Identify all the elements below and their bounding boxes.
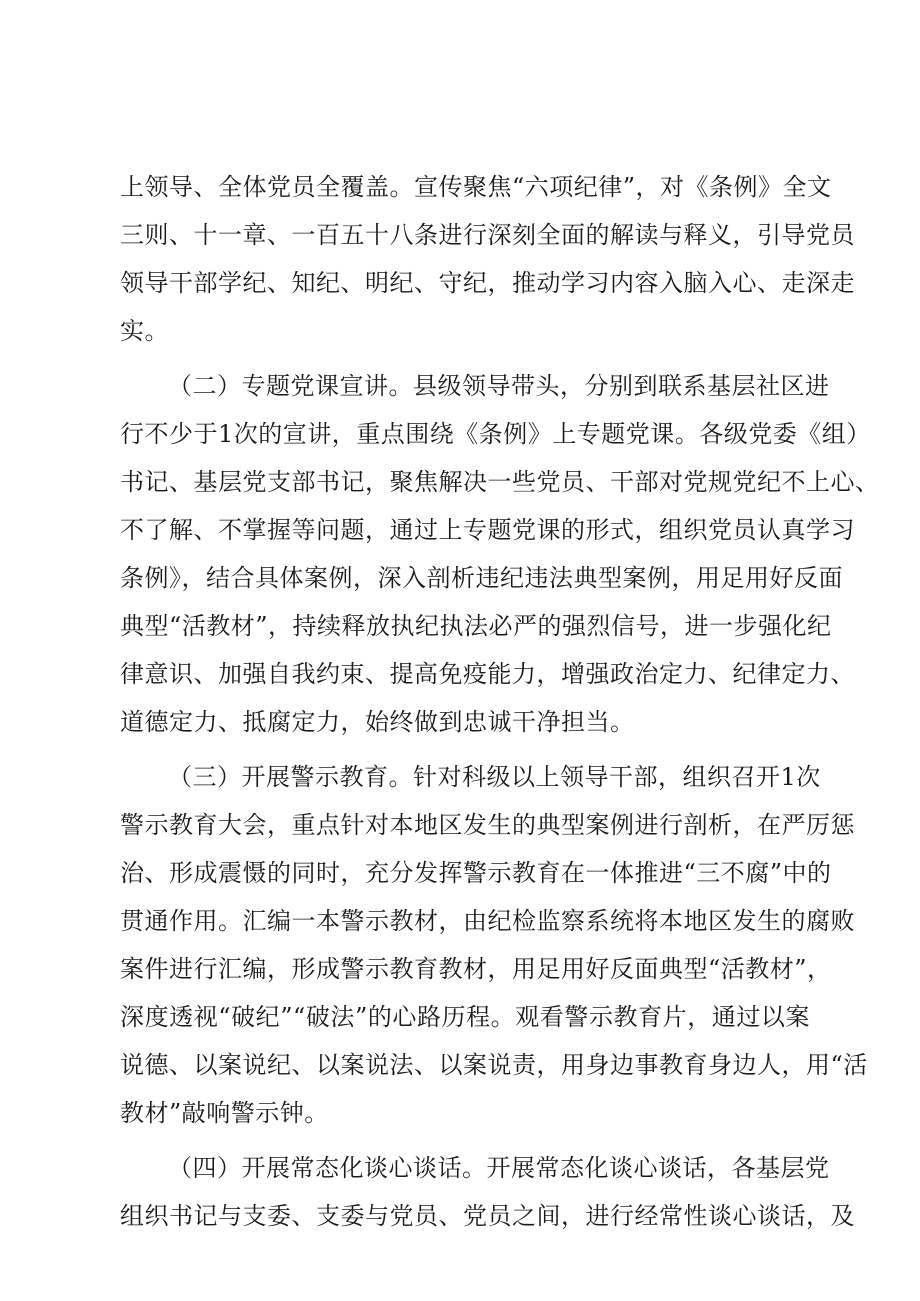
- document-body: [120, 163, 880, 1240]
- text-line: 行不少于1次的宣讲，重点围绕《条例》上专题党课。各级党委《组）: [120, 420, 871, 448]
- text-line: 组织书记与支委、支委与党员、党员之间，进行经常性谈心谈话，及: [120, 1202, 855, 1230]
- text-line: （四）开展常态化谈心谈话。开展常态化谈心谈话，各基层党: [168, 1154, 830, 1182]
- text-line: 三则、十一章、一百五十八条进行深刻全面的解读与释义，引导党员: [120, 221, 855, 249]
- text-line: 实。: [120, 317, 169, 345]
- text-line: 深度透视“破纪”“破法”的心路历程。观看警示教育片，通过以案: [120, 1003, 810, 1031]
- text-line: 教材”敲响警示钟。: [120, 1099, 329, 1127]
- text-line: 不了解、不掌握等问题，通过上专题党课的形式，组织党员认真学习: [120, 516, 855, 544]
- text-line: 贯通作用。汇编一本警示教材，由纪检监察系统将本地区发生的腐败: [120, 907, 855, 935]
- text-line: 律意识、加强自我约束、提高免疫能力，增强政治定力、纪律定力、: [120, 660, 855, 688]
- paragraph-2: [120, 362, 880, 746]
- text-line: 典型“活教材”，持续释放执纪执法必严的强烈信号，进一步强化纪: [120, 612, 832, 640]
- text-line: 案件进行汇编，形成警示教育教材，用足用好反面典型“活教材”，: [120, 955, 832, 983]
- paragraph-3: [120, 753, 868, 1137]
- paragraph-4: [120, 1144, 855, 1240]
- text-line: 上领导、全体党员全覆盖。宣传聚焦“六项纪律”，对《条例》全文: [120, 173, 832, 201]
- paragraph-1: [120, 163, 855, 355]
- text-line: 说德、以案说纪、以案说法、以案说责，用身边事教育身边人，用“活: [120, 1051, 868, 1079]
- text-line: 条例》，结合具体案例，深入剖析违纪违法典型案例，用足用好反面: [120, 564, 843, 592]
- text-line: （二）专题党课宣讲。县级领导带头，分别到联系基层社区进: [168, 372, 830, 400]
- text-line: 道德定力、抵腐定力，始终做到忠诚干净担当。: [120, 708, 635, 736]
- text-line: 治、形成震慑的同时，充分发挥警示教育在一体推进“三不腐”中的: [120, 859, 832, 887]
- text-line: （三）开展警示教育。针对科级以上领导干部，组织召开1次: [168, 763, 821, 791]
- text-line: 书记、基层党支部书记，聚焦解决一些党员、干部对党规党纪不上心、: [120, 468, 880, 496]
- text-line: 警示教育大会，重点针对本地区发生的典型案例进行剖析，在严厉惩: [120, 811, 855, 839]
- text-line: 领导干部学纪、知纪、明纪、守纪，推动学习内容入脑入心、走深走: [120, 269, 855, 297]
